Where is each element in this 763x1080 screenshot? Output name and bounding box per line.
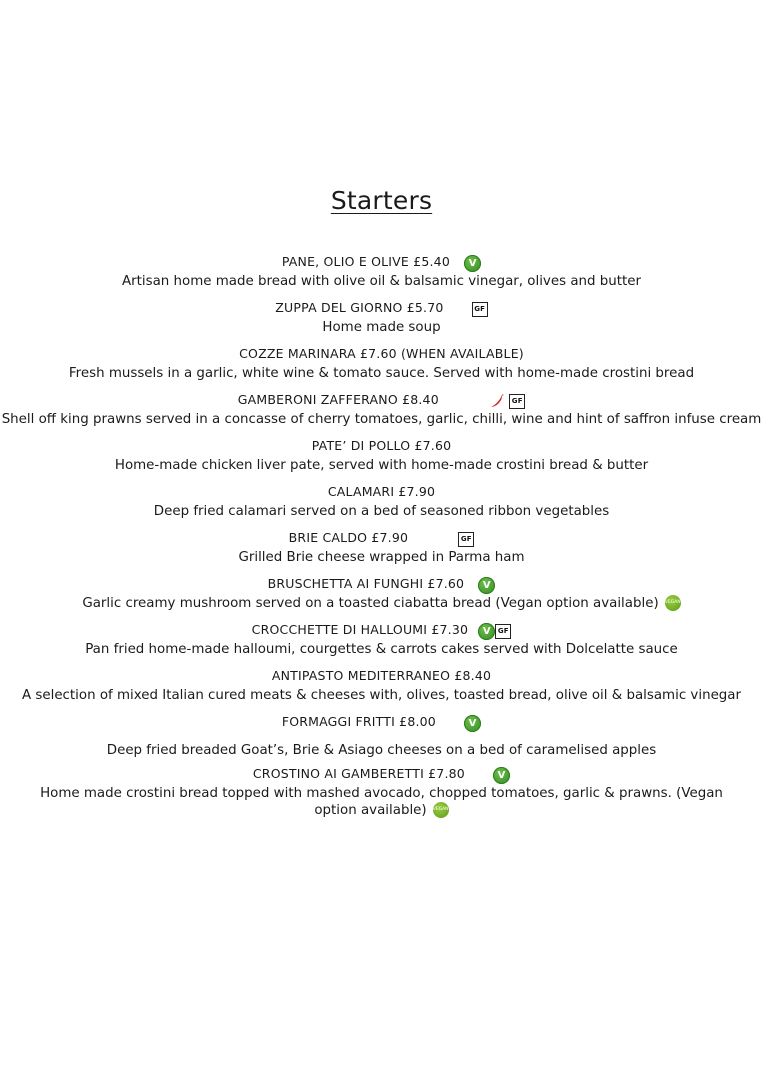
menu-item (0, 436, 763, 474)
menu-item (0, 712, 763, 759)
dietary-icons (493, 765, 510, 785)
item-description: Home made soup (322, 320, 441, 335)
item-name: CROSTINO AI GAMBERETTI £7.80 (252, 766, 465, 781)
item-name: CROCCHETTE DI HALLOUMI £7.30 (251, 622, 469, 637)
item-name-row (0, 528, 763, 548)
item-name-row (0, 390, 763, 410)
vegetarian-icon: V (478, 577, 495, 594)
item-name-row (0, 712, 763, 732)
item-description: Deep fried calamari served on a bed of seasoned ribbon vegetables (153, 504, 610, 519)
menu-item (0, 298, 763, 336)
dietary-icons (478, 575, 495, 595)
item-name-row (0, 344, 763, 364)
menu-item (0, 574, 763, 612)
item-description: Home-made chicken liver pate, served with home-made crostini bread & butter (114, 458, 649, 473)
item-description: Garlic creamy mushroom served on a toasted ciabatta bread (Vegan option available) (82, 596, 659, 611)
gluten-free-icon: GF (495, 624, 511, 639)
item-name-row (0, 482, 763, 502)
item-name: BRIE CALDO £7.90 (288, 530, 409, 545)
item-name-row (0, 620, 763, 640)
dietary-icons (458, 529, 474, 549)
dietary-icons (489, 391, 525, 411)
dietary-icons (472, 299, 488, 319)
item-name-row (0, 252, 763, 272)
vegetarian-icon: V (493, 767, 510, 784)
chilli-icon (489, 393, 505, 409)
menu-item (0, 252, 763, 290)
gluten-free-icon: GF (458, 532, 474, 547)
item-description-row (0, 785, 763, 819)
item-name: COZZE MARINARA £7.60 (WHEN AVAILABLE) (239, 346, 524, 361)
item-description: Home made crostini bread topped with mashed avocado, chopped tomatoes, garlic & prawns. (Vegan option available) (40, 786, 723, 818)
item-description: Artisan home made bread with olive oil & balsamic vinegar, olives and butter (121, 274, 642, 289)
vegan-icon: VEGAN (433, 802, 449, 818)
item-name-row (0, 298, 763, 318)
item-name-row (0, 764, 763, 784)
item-description: Pan fried home-made halloumi, courgettes & carrots cakes served with Dolcelatte sauce (85, 642, 678, 657)
page-title: Starters (330, 186, 433, 215)
item-name: BRUSCHETTA AI FUNGHI £7.60 (267, 576, 465, 591)
menu-item (0, 666, 763, 704)
item-name-row (0, 436, 763, 456)
item-description: A selection of mixed Italian cured meats & cheeses with, olives, toasted bread, olive oil & balsamic vinegar (21, 688, 742, 703)
item-name: PATE’ DI POLLO £7.60 (311, 438, 452, 453)
item-name: ANTIPASTO MEDITERRANEO £8.40 (271, 668, 492, 683)
item-name-row (0, 574, 763, 594)
item-description: Grilled Brie cheese wrapped in Parma ham (238, 550, 525, 565)
gluten-free-icon: GF (472, 302, 488, 317)
menu-item (0, 528, 763, 566)
vegan-icon: VEGAN (665, 595, 681, 611)
menu-item (0, 620, 763, 658)
menu-item (0, 764, 763, 819)
menu-item (0, 390, 763, 428)
item-description: Deep fried breaded Goat’s, Brie & Asiago cheeses on a bed of caramelised apples (106, 743, 657, 758)
dietary-icons (478, 621, 511, 641)
menu-item (0, 344, 763, 382)
item-name: GAMBERONI ZAFFERANO £8.40 (237, 392, 439, 407)
item-name-row (0, 666, 763, 686)
item-description: Fresh mussels in a garlic, white wine & tomato sauce. Served with home-made crostini bread (68, 366, 695, 381)
item-name: PANE, OLIO E OLIVE £5.40 (281, 254, 450, 269)
menu-item (0, 482, 763, 520)
item-name: FORMAGGI FRITTI £8.00 (281, 714, 436, 729)
item-name: ZUPPA DEL GIORNO £5.70 (275, 300, 444, 315)
vegetarian-icon: V (464, 715, 481, 732)
dietary-icons (464, 253, 481, 273)
gluten-free-icon: GF (509, 394, 525, 409)
item-description: Shell off king prawns served in a concasse of cherry tomatoes, garlic, chilli, wine and hint of saffron infuse cream (1, 412, 762, 427)
vegetarian-icon: V (464, 255, 481, 272)
vegetarian-icon: V (478, 623, 495, 640)
item-name: CALAMARI £7.90 (327, 484, 436, 499)
item-description-row (0, 595, 763, 612)
dietary-icons (464, 713, 481, 733)
